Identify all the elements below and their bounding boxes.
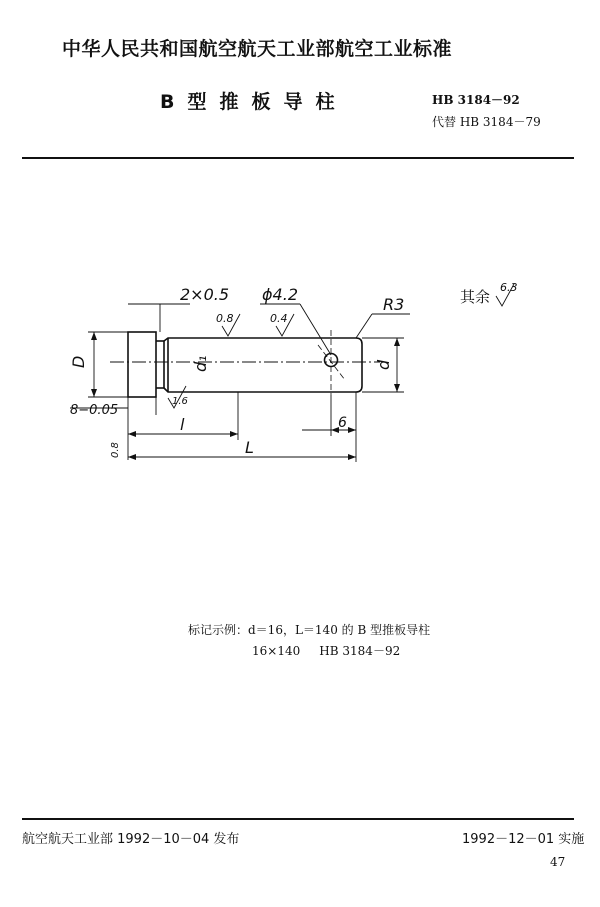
dim-l-label: l [180, 415, 185, 434]
tolerance-mark-label: 0.8 [110, 442, 121, 458]
dim-L-label: L [245, 438, 254, 457]
roughness-a-label: 0.8 [216, 312, 234, 325]
marking-example-line2: 16×140 HB 3184－92 [252, 644, 401, 658]
dim-D-label: D [69, 355, 88, 368]
hole-diameter-label: ϕ4.2 [262, 285, 298, 304]
radius-label: R3 [383, 295, 405, 314]
roughness-c-label: 1.6 [172, 396, 188, 407]
rest-roughness-value: 6.3 [500, 281, 518, 294]
pillar-head [128, 332, 156, 397]
footer-rule [22, 818, 574, 820]
standard-number: HB 3184－92 [432, 93, 520, 107]
part-name: B型推板导柱 [160, 91, 348, 113]
dim-d1-label: d₁ [191, 355, 210, 372]
effective-date: 1992－12－01 实施 [462, 832, 585, 847]
replaces-standard: 代替 HB 3184－79 [432, 115, 541, 129]
roughness-b-label: 0.4 [270, 312, 288, 325]
issue-date: 航空航天工业部 1992－10－04 发布 [22, 832, 240, 847]
dim-d-label: d [374, 359, 393, 370]
rest-roughness-label: 其余 [460, 288, 491, 306]
page-number: 47 [550, 855, 566, 869]
dim-b-label: 6 [338, 415, 347, 431]
marking-example-line1: 标记示例：d＝16，L＝140 的 B 型推板导柱 [188, 623, 431, 637]
dim-head-thickness-label: 8−0.05 [70, 403, 119, 418]
standard-title: 中华人民共和国航空航天工业部航空工业标准 [62, 38, 453, 60]
chamfer-label: 2×0.5 [180, 285, 230, 304]
